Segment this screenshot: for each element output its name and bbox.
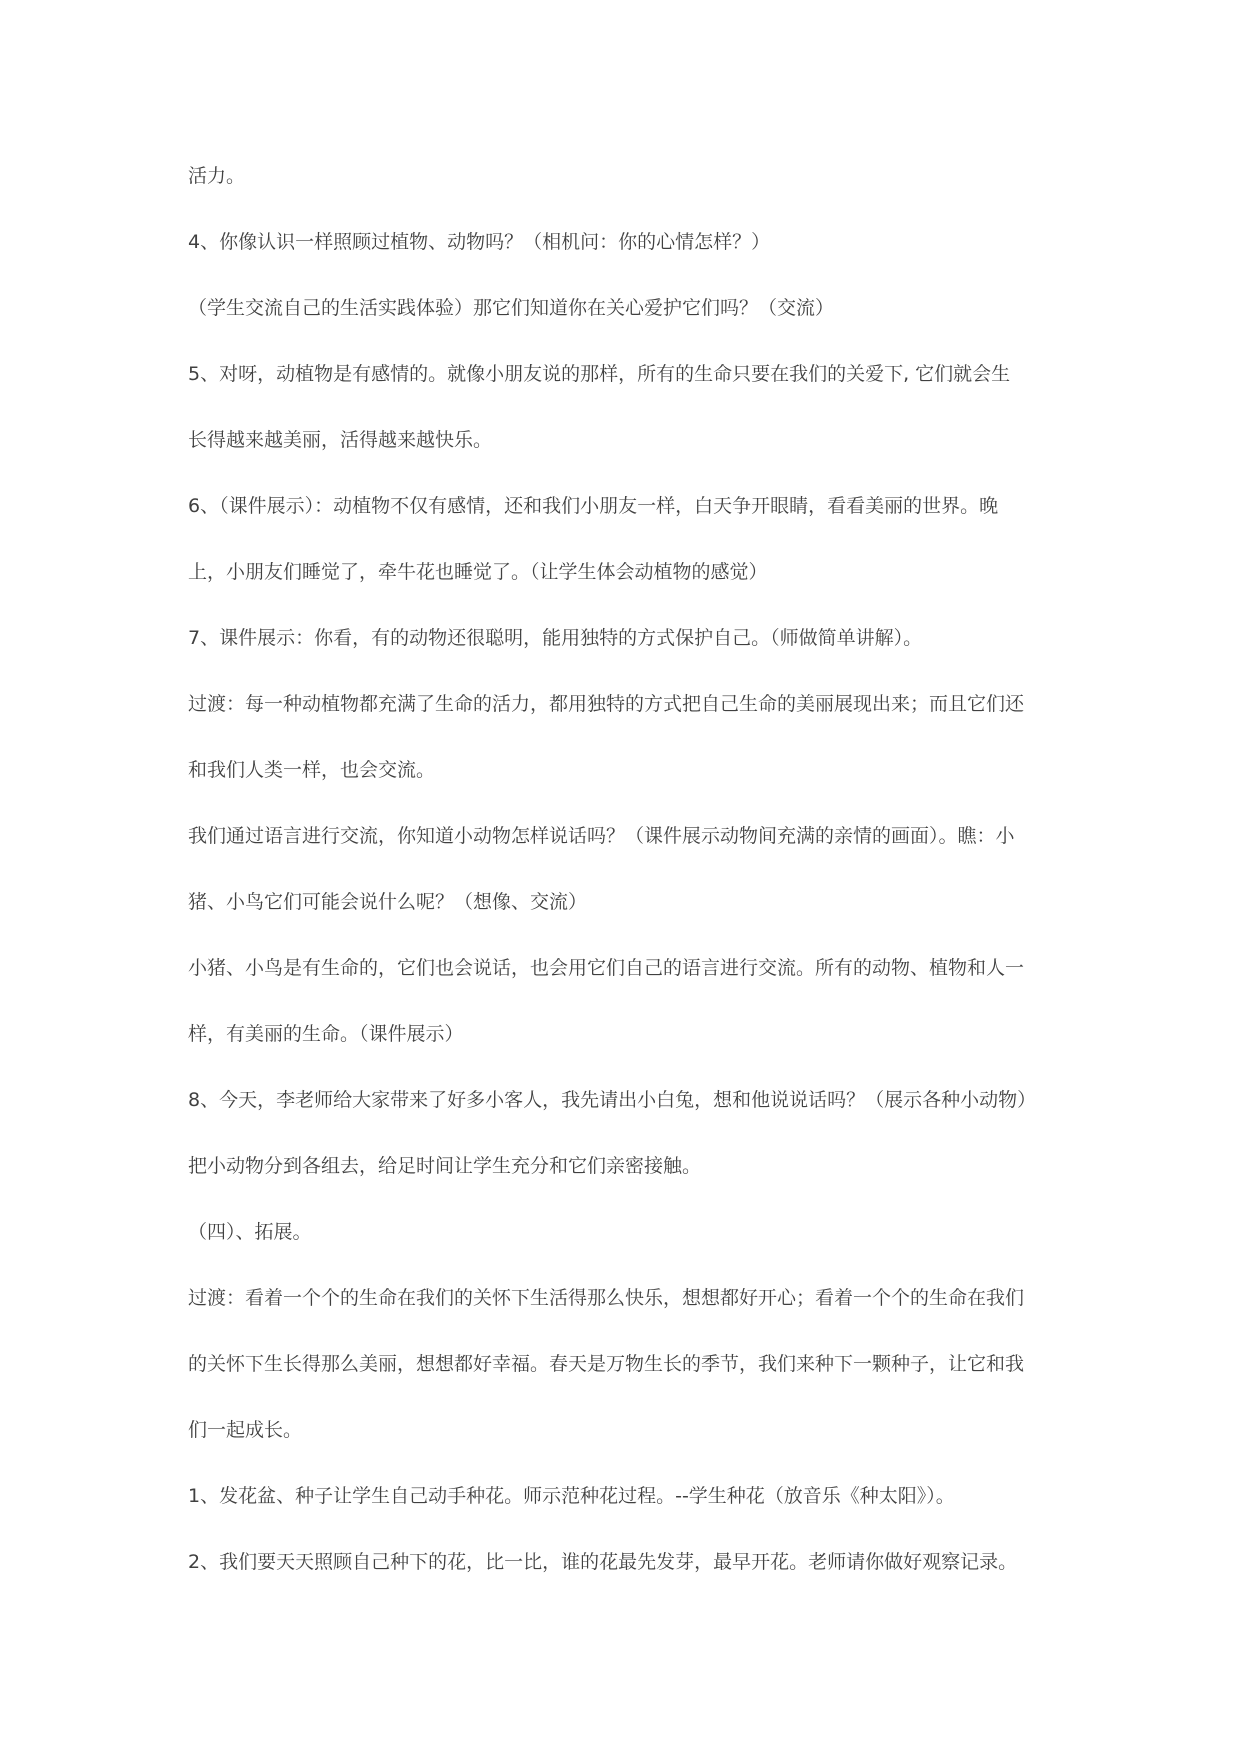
text-line: 过渡：看着一个个的生命在我们的关怀下生活得那么快乐，想想都好开心；看着一个个的生命在我们	[188, 1287, 1025, 1309]
text-line: 和我们人类一样，也会交流。	[188, 759, 436, 781]
text-line: 把小动物分到各组去，给足时间让学生充分和它们亲密接触。	[188, 1155, 702, 1177]
section-heading: （四）、拓展。	[188, 1221, 312, 1243]
text-line: （学生交流自己的生活实践体验）那它们知道你在关心爱护它们吗？（交流）	[188, 297, 835, 319]
text-line: 的关怀下生长得那么美丽，想想都好幸福。春天是万物生长的季节，我们来种下一颗种子，让它和我	[188, 1353, 1025, 1375]
text-line: 样，有美丽的生命。（课件展示）	[188, 1023, 464, 1045]
text-line: 5、对呀，动植物是有感情的。就像小朋友说的那样，所有的生命只要在我们的关爱下, 它们就会生	[188, 363, 1011, 385]
text-line: 长得越来越美丽，活得越来越快乐。	[188, 429, 493, 451]
text-line: 上，小朋友们睡觉了，牵牛花也睡觉了。（让学生体会动植物的感觉）	[188, 561, 768, 583]
text-line: 们一起成长。	[188, 1419, 303, 1441]
text-line: 过渡：每一种动植物都充满了生命的活力，都用独特的方式把自己生命的美丽展现出来；而且它们还	[188, 693, 1025, 715]
text-line: 我们通过语言进行交流，你知道小动物怎样说话吗？（课件展示动物间充满的亲情的画面）。瞧：小	[188, 825, 1015, 847]
text-line: 8、今天，李老师给大家带来了好多小客人，我先请出小白兔，想和他说说话吗？（展示各种小动物）	[188, 1089, 1037, 1111]
text-line: 2、我们要天天照顾自己种下的花，比一比，谁的花最先发芽，最早开花。老师请你做好观察记录。	[188, 1551, 1018, 1573]
text-line: 猪、小鸟它们可能会说什么呢？（想像、交流）	[188, 891, 588, 913]
text-line: 6、（课件展示）：动植物不仅有感情，还和我们小朋友一样，白天争开眼睛，看看美丽的世界。晚	[188, 495, 999, 517]
document-body	[188, 165, 1068, 1617]
text-line: 活力。	[188, 165, 246, 187]
text-line: 4、你像认识一样照顾过植物、动物吗？（相机问：你的心情怎样？）	[188, 231, 771, 253]
text-line: 1、发花盆、种子让学生自己动手种花。师示范种花过程。--学生种花（放音乐《种太阳》）。	[188, 1485, 955, 1507]
text-line: 7、课件展示：你看，有的动物还很聪明，能用独特的方式保护自己。（师做简单讲解）。	[188, 627, 923, 649]
text-line: 小猪、小鸟是有生命的，它们也会说话，也会用它们自己的语言进行交流。所有的动物、植物和人一	[188, 957, 1025, 979]
